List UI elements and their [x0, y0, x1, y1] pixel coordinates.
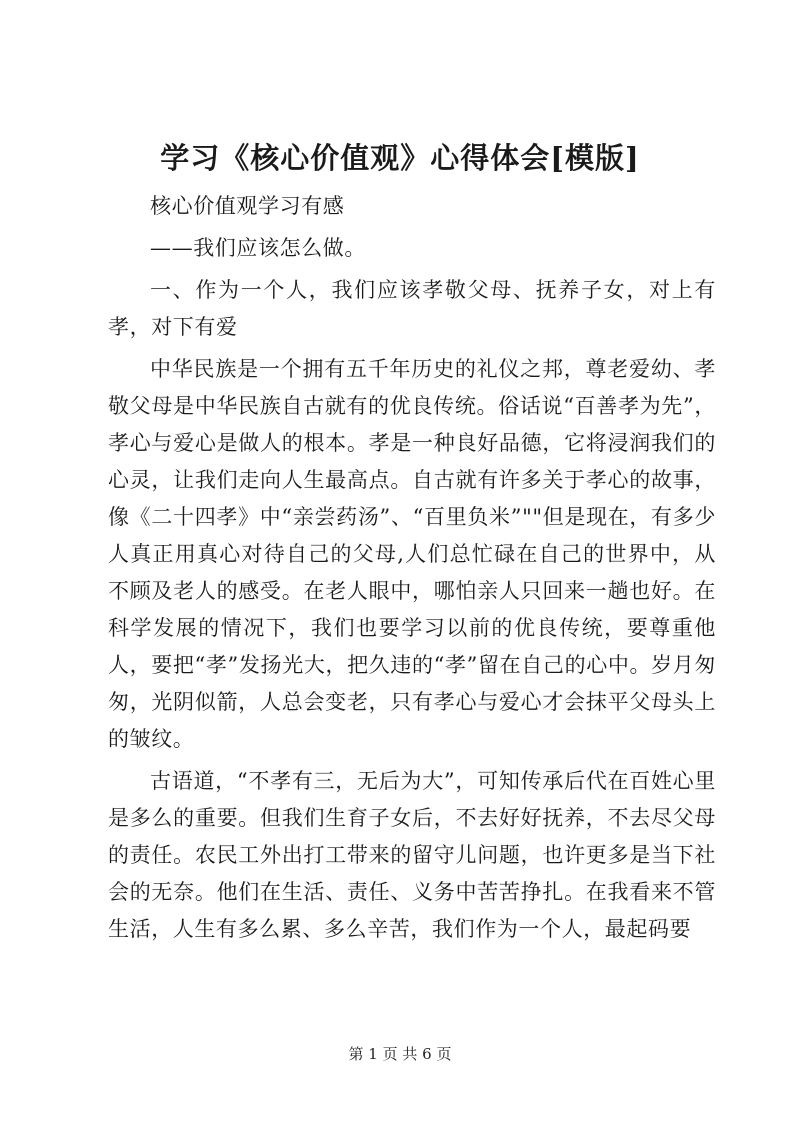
paragraph-subtitle: 核心价值观学习有感	[150, 194, 345, 218]
document-title: 学习《核心价值观》心得体会[模版]	[160, 141, 640, 175]
paragraph-tagline: ——我们应该怎么做。	[150, 236, 366, 260]
paragraph-section-heading: 一、作为一个人，我们应该孝敬父母、抚养子女，对上有孝，对下有爱	[108, 278, 716, 339]
paragraph-ancient-saying: 古语道，“不孝有三，无后为大”，可知传承后代在百姓心里是多么的重要。但我们生育子女后，不去好好抚养，不去尽父母的责任。农民工外出打工带来的留守儿问题，也许更多是当下社会的无奈。他们在生活、责任、义务中苦苦挣扎。在我看来不管生活，人生有多么累、多么辛苦，我们作为一个人，最起码要	[108, 769, 716, 941]
paragraph-filial-piety: 中华民族是一个拥有五千年历史的礼仪之邦，尊老爱幼、孝敬父母是中华民族自古就有的优良传统。俗话说“百善孝为先”，孝心与爱心是做人的根本。孝是一种良好品德，它将浸润我们的心灵，让我们走向人生最高点。自古就有许多关于孝心的故事，像《二十四孝》中“亲尝药汤”、“百里负米”""但是现在，有多少人真正用真心对待自己的父母,人们总忙碌在自己的世界中，从不顾及老人的感受。在老人眼中，哪怕亲人只回来一趟也好。在科学发展的情况下，我们也要学习以前的优良传统，要尊重他人，要把“孝”发扬光大，把久违的“孝”留在自己的心中。岁月匆匆，光阴似箭，人总会变老，只有孝心与爱心才会抹平父母头上的皱纹。	[108, 357, 716, 751]
document-body	[108, 188, 716, 953]
page-number-label: 第 1 页 共 6 页	[348, 1045, 452, 1063]
page-footer	[0, 1044, 800, 1064]
